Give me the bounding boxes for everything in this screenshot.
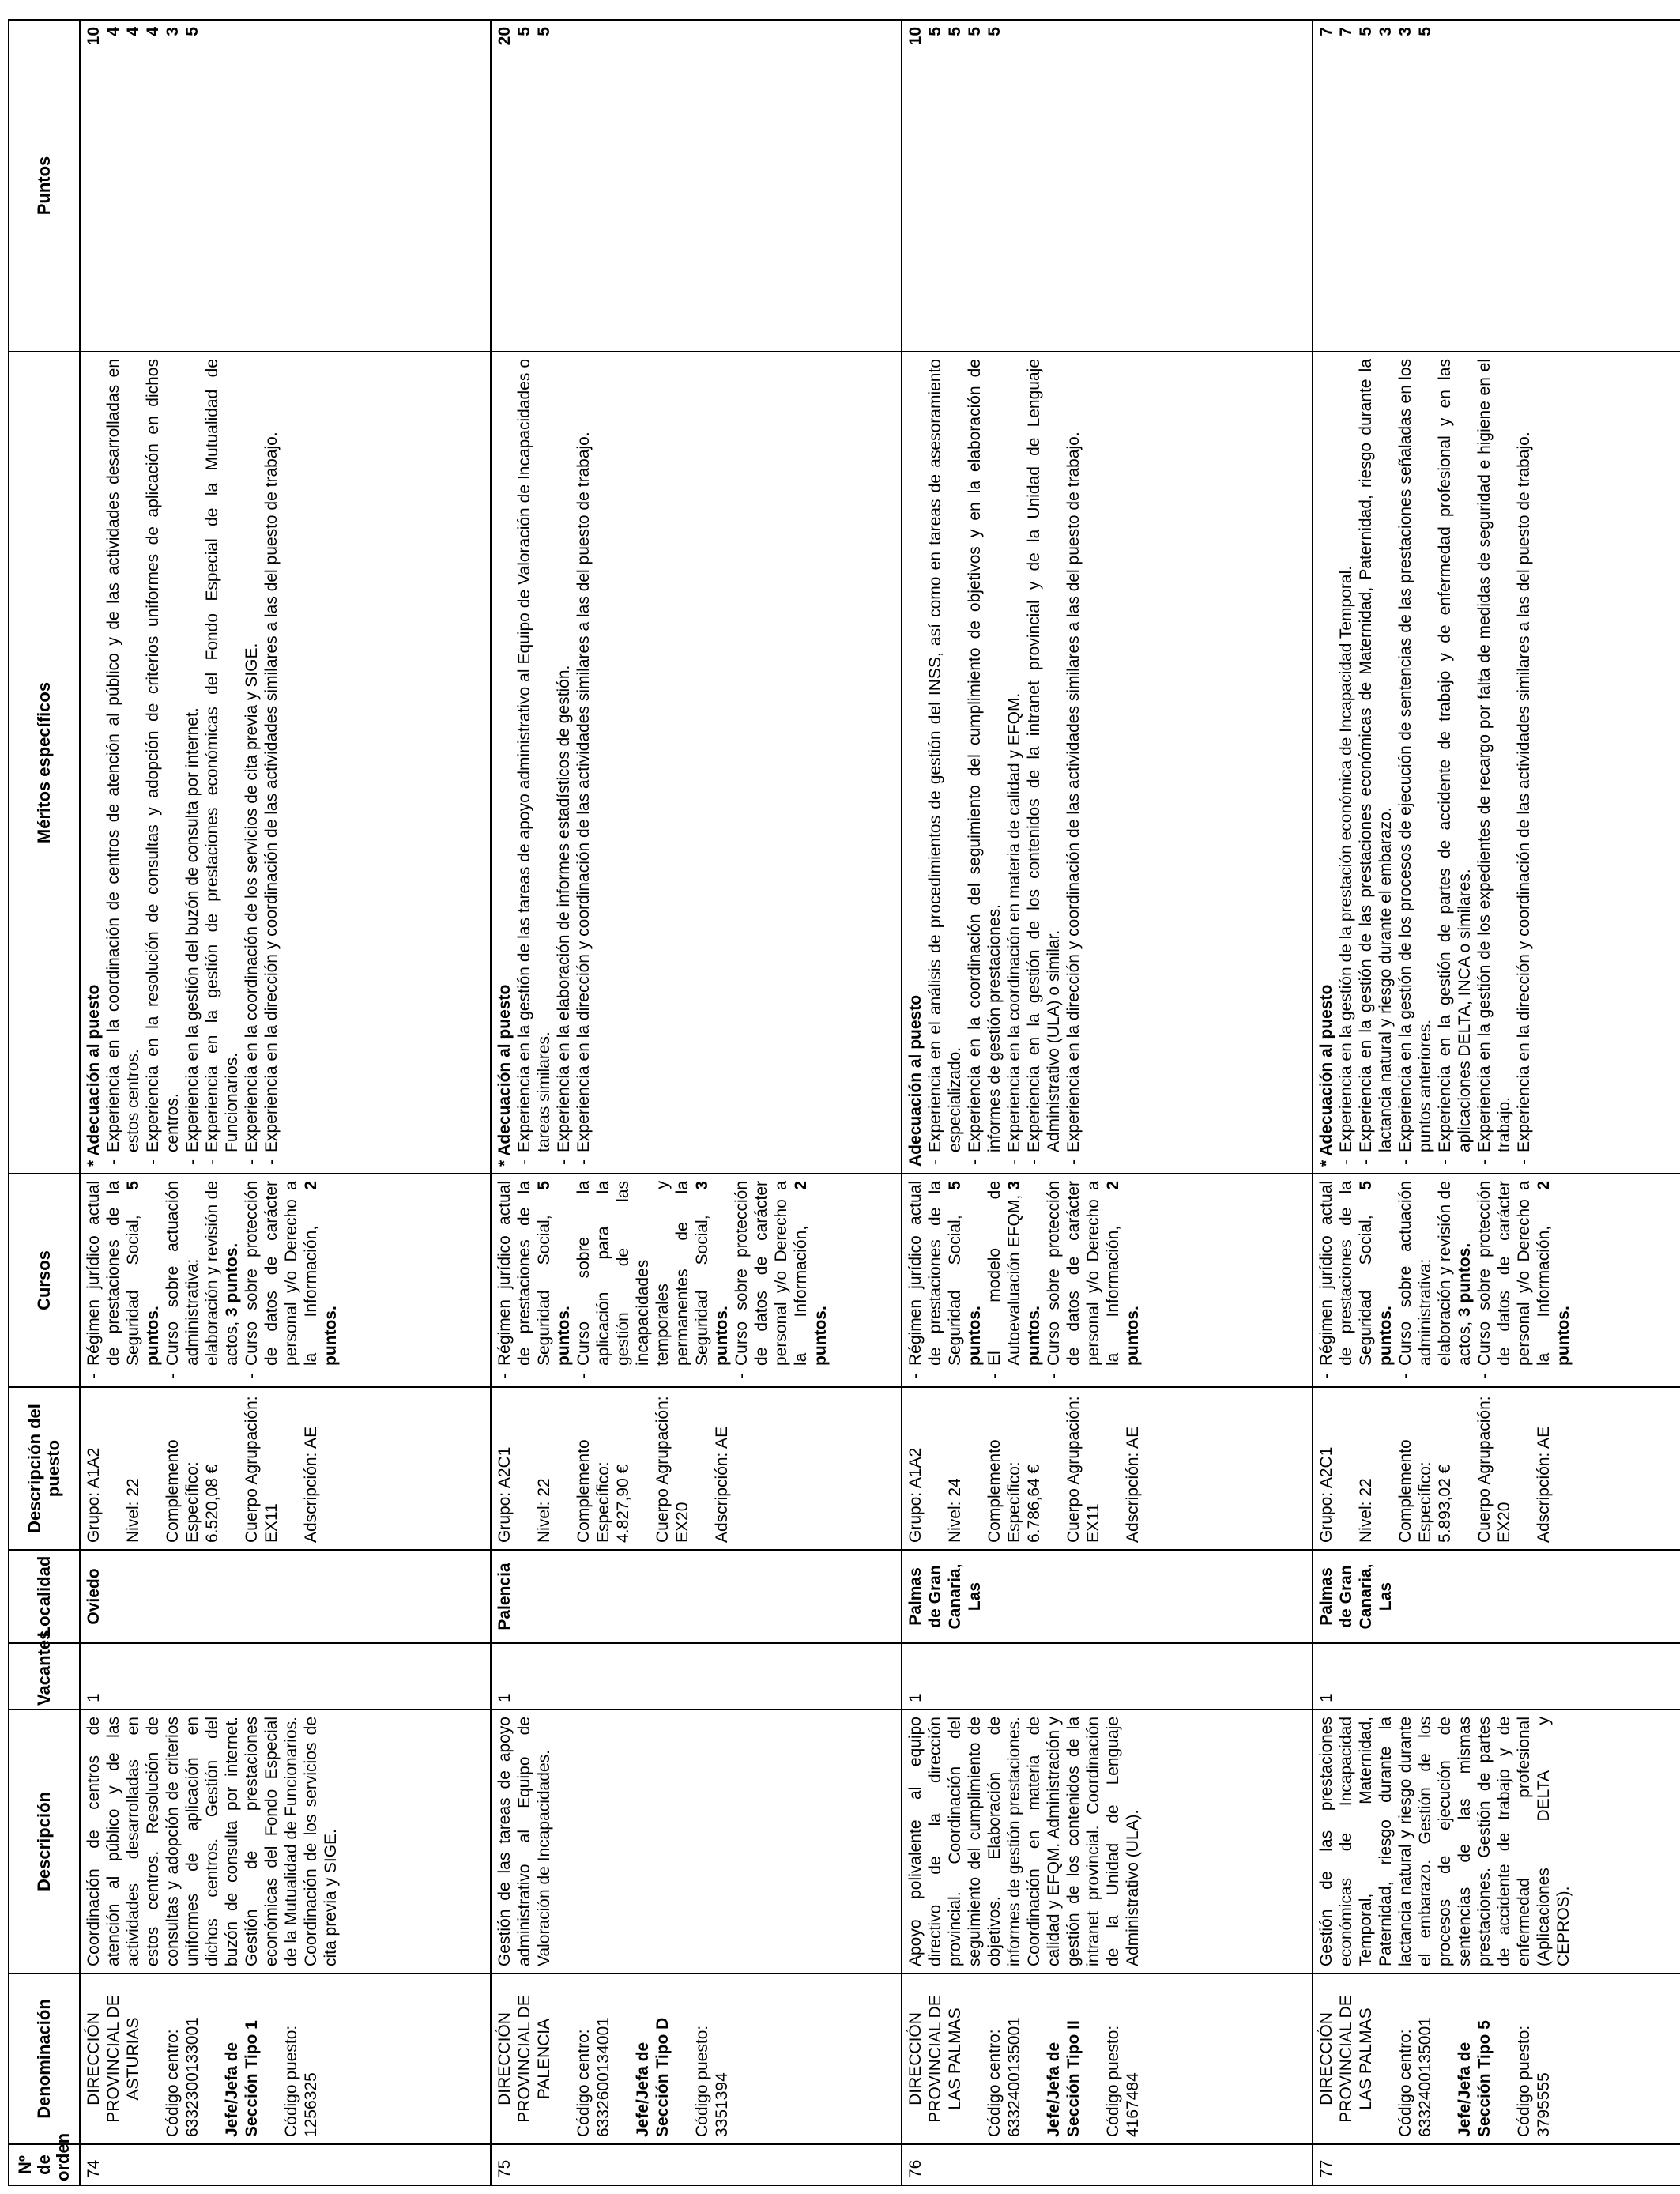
curso-item	[1317, 1181, 1396, 1380]
merito-item: - Experiencia en la gestión de las tareas de apoyo administrativo al Equipo de Valoración de Incapacidades o tareas similares.	[514, 359, 554, 1167]
codigo-centro: Código centro: 6332600134001	[574, 2017, 612, 2137]
codigo-puesto: Código puesto: 3795555	[1515, 2025, 1553, 2137]
plazas-table	[8, 19, 1680, 2186]
curso-item	[1044, 1181, 1143, 1380]
cursos-list	[84, 1181, 341, 1380]
curso-puntos: 5 puntos.	[1357, 1181, 1395, 1366]
merito-item: - Experiencia en el análisis de procedimientos de gestión del INSS, así como en tareas de asesoramiento especializado.	[925, 359, 965, 1167]
complemento-especifico: Complemento Específico: 6.520,08 €	[164, 1439, 221, 1543]
merito-item: - Experiencia en la dirección y coordinación de las actividades similares a las del puesto de trabajo.	[262, 359, 281, 1167]
merito-item: - Experiencia en la dirección y coordinación de las actividades similares a las del puesto de trabajo.	[574, 359, 593, 1167]
puntos-value: 5	[535, 27, 553, 36]
denominacion-title: DIRECCIÓN PROVINCIAL DE PALENCIA	[495, 1995, 553, 2123]
puntos-value: 4	[144, 27, 162, 36]
denominacion-title: DIRECCIÓN PROVINCIAL DE LAS PALMAS	[1317, 1995, 1375, 2123]
complemento-especifico: Complemento Específico: 6.786,64 €	[985, 1439, 1043, 1543]
merito-item: - Experiencia en la gestión de los procesos de ejecución de sentencias de las prestaciones señaladas en los puntos anteriores.	[1396, 359, 1435, 1167]
cuerpo-agrupacion: Cuerpo Agrupación: EX11	[1064, 1396, 1102, 1543]
denominacion-title: DIRECCIÓN PROVINCIAL DE LAS PALMAS	[906, 1995, 964, 2123]
denominacion-cell	[80, 1973, 491, 2144]
localidad-name: Oviedo	[85, 1568, 103, 1625]
curso-item	[1396, 1181, 1475, 1380]
codigo-puesto: Código puesto: 4167484	[1104, 2025, 1142, 2137]
cuerpo-agrupacion: Cuerpo Agrupación: EX11	[243, 1396, 281, 1543]
merito-item: - Experiencia en la dirección y coordinación de las actividades similares a las del puesto de trabajo.	[1514, 359, 1534, 1167]
nivel: Nivel: 22	[1357, 1478, 1375, 1543]
descripcion-puesto-cell	[491, 1387, 902, 1550]
curso-text: Curso sobre protección de datos de carácter personal y/o Derecho a la Información,	[733, 1181, 810, 1366]
descripcion-text: Gestión de las tareas de apoyo administrativo al Equipo de Valoración de Incapacidades.	[495, 1717, 553, 1966]
grupo: Grupo: A2C1	[1317, 1446, 1335, 1543]
curso-item	[495, 1181, 574, 1380]
vacantes-cell	[80, 1643, 491, 1710]
curso-puntos: 2 puntos.	[792, 1181, 830, 1366]
header-cursos: Cursos	[9, 1174, 80, 1387]
curso-puntos: 3 puntos.	[693, 1181, 731, 1366]
meritos-list	[514, 359, 593, 1167]
header-denominacion: Denominación	[9, 1973, 80, 2144]
puntos-value: 10	[85, 27, 103, 46]
descripcion-cell	[902, 1710, 1313, 1973]
puesto-name: Jefe/Jefa de Sección Tipo D	[634, 2017, 672, 2137]
curso-item	[1475, 1181, 1573, 1380]
curso-puntos: 5 puntos.	[535, 1181, 573, 1366]
curso-puntos: 3 puntos.	[1005, 1181, 1043, 1366]
orden-number: 75	[495, 2159, 514, 2178]
merito-item: - Experiencia en la gestión de los contenidos de la intranet provincial y de la Unidad de Lenguaje Administrativo (ULA) o similar.	[1024, 359, 1064, 1167]
curso-item	[84, 1181, 163, 1380]
puesto-name: Jefe/Jefa de Sección Tipo 5	[1456, 2020, 1494, 2137]
merito-item: - Experiencia en la resolución de consultas y adopción de criterios uniformes de aplicación en dichos centros.	[143, 359, 183, 1167]
puntos-value: 5	[183, 27, 202, 36]
cursos-list	[495, 1181, 831, 1380]
puntos-cell	[491, 20, 902, 352]
curso-text: Curso sobre protección de datos de carácter personal y/o Derecho a la Información,	[1475, 1181, 1553, 1366]
cursos-cell	[491, 1174, 902, 1387]
curso-text: Curso sobre la aplicación para la gestión de las incapacidades temporales y permanentes de la Seguridad Social,	[574, 1181, 711, 1366]
codigo-puesto: Código puesto: 3351394	[693, 2025, 731, 2137]
cursos-cell	[902, 1174, 1313, 1387]
merito-item: - Experiencia en la coordinación de los servicios de cita previa y SIGE.	[242, 359, 262, 1167]
merito-item: - Experiencia en la gestión de los expedientes de recargo por falta de medidas de seguridad e higiene en el trabajo.	[1475, 359, 1514, 1167]
header-orden: Nº de orden	[9, 2144, 80, 2185]
denominacion-cell	[1313, 1973, 1680, 2144]
puntos-value: 10	[906, 27, 925, 46]
orden-cell	[902, 2144, 1313, 2185]
puntos-value: 5	[1416, 27, 1434, 36]
curso-puntos: 2 puntos.	[302, 1181, 340, 1366]
puntos-cell	[80, 20, 491, 352]
meritos-list	[1336, 359, 1534, 1167]
descripcion-cell	[491, 1710, 902, 1973]
puesto-name: Jefe/Jefa de Sección Tipo 1	[223, 2020, 261, 2137]
codigo-centro: Código centro: 6332400135001	[1396, 2017, 1434, 2137]
descripcion-puesto-cell	[80, 1387, 491, 1550]
curso-puntos: 5 puntos.	[124, 1181, 162, 1366]
meritos-title: * Adecuación al puesto	[1317, 984, 1335, 1167]
curso-item	[906, 1181, 985, 1380]
table-body	[80, 20, 1680, 2185]
header-meritos: Méritos específicos	[9, 352, 80, 1174]
puntos-value: 3	[1396, 27, 1414, 36]
merito-item: - Experiencia en la dirección y coordinación de las actividades similares a las del puesto de trabajo.	[1064, 359, 1083, 1167]
puesto-name: Jefe/Jefa de Sección Tipo II	[1045, 2020, 1083, 2137]
puntos-value: 20	[495, 27, 514, 46]
curso-text: Régimen jurídico actual de prestaciones de la Seguridad Social,	[85, 1181, 142, 1366]
vacantes-count: 1	[85, 1693, 103, 1702]
cursos-list	[1317, 1181, 1573, 1380]
meritos-cell	[902, 352, 1313, 1174]
vacantes-cell	[1313, 1643, 1680, 1710]
codigo-centro: Código centro: 6332300133001	[164, 2017, 202, 2137]
adscripcion: Adscripción: AE	[1124, 1426, 1142, 1543]
curso-text: Régimen jurídico actual de prestaciones de la Seguridad Social,	[906, 1181, 964, 1366]
header-localidad: Localidad	[9, 1550, 80, 1643]
grupo: Grupo: A1A2	[906, 1447, 925, 1543]
orden-number: 76	[906, 2159, 925, 2178]
orden-cell	[491, 2144, 902, 2185]
localidad-cell	[491, 1550, 902, 1643]
curso-item	[732, 1181, 831, 1380]
descripcion-text: Gestión de las prestaciones económicas de Incapacidad Temporal, Maternidad, Paternidad, riesgo durante la lactancia natural y riesgo durante el embarazo. Gestión de los procesos de ejecución de sentencias de las mismas prestaciones. Gestión de partes de accidente de trabajo y de enfermedad profesional (Aplicaciones DELTA y CEPROS).	[1317, 1717, 1573, 1966]
merito-item: - Experiencia en la coordinación en materia de calidad y EFQM.	[1004, 359, 1024, 1167]
denominacion-title: DIRECCIÓN PROVINCIAL DE ASTURIAS	[85, 1995, 142, 2123]
localidad-name: Palencia	[495, 1563, 514, 1630]
codigo-centro: Código centro: 6332400135001	[985, 2017, 1023, 2137]
curso-text: Curso sobre actuación administrativa: elaboración y revisión de actos,	[1396, 1181, 1474, 1366]
cursos-list	[906, 1181, 1143, 1380]
curso-puntos: 2 puntos.	[1104, 1181, 1142, 1366]
meritos-title: * Adecuación al puesto	[495, 984, 514, 1167]
orden-cell	[80, 2144, 491, 2185]
curso-text: Curso sobre protección de datos de carácter personal y/o Derecho a la Información,	[1045, 1181, 1122, 1366]
localidad-name: Palmas de Gran Canaria, Las	[906, 1563, 984, 1630]
table-row	[491, 20, 902, 2185]
complemento-especifico: Complemento Específico: 5.893,02 €	[1396, 1439, 1454, 1543]
curso-item	[163, 1181, 242, 1380]
vacantes-count: 1	[1317, 1693, 1335, 1702]
nivel: Nivel: 22	[124, 1478, 142, 1543]
orden-number: 74	[85, 2159, 103, 2178]
merito-item: - Experiencia en la gestión de las prestaciones económicas de Maternidad, Paternidad, riesgo durante la lactancia natural y riesgo durante el embarazo.	[1356, 359, 1396, 1167]
denominacion-cell	[902, 1973, 1313, 2144]
curso-puntos: 2 puntos.	[1535, 1181, 1573, 1366]
meritos-title: Adecuación al puesto	[906, 994, 925, 1167]
meritos-cell	[491, 352, 902, 1174]
puntos-value: 7	[1337, 27, 1355, 36]
vacantes-cell	[491, 1643, 902, 1710]
header-row	[9, 20, 80, 2185]
localidad-cell	[1313, 1550, 1680, 1643]
puntos-value: 5	[926, 27, 944, 36]
curso-item	[242, 1181, 341, 1380]
adscripcion: Adscripción: AE	[302, 1426, 320, 1543]
cursos-cell	[1313, 1174, 1680, 1387]
descripcion-puesto-cell	[902, 1387, 1313, 1550]
cuerpo-agrupacion: Cuerpo Agrupación: EX20	[654, 1396, 691, 1543]
descripcion-text: Apoyo polivalente al equipo directivo de la dirección provincial. Coordinación del seguimiento del cumplimiento de objetivos. Elaboración de informes de gestión prestaciones. Coordinación en materia de calidad y EFQM. Administración y gestión de los contenidos de la intranet provincial. Coordinación de la Unidad de Lenguaje Administrativo (ULA).	[906, 1717, 1142, 1966]
meritos-title: * Adecuación al puesto	[85, 984, 103, 1167]
merito-item: - Experiencia en la coordinación de centros de atención al público y de las actividades desarrolladas en estos centros.	[104, 359, 143, 1167]
puntos-value: 3	[164, 27, 182, 36]
curso-item	[574, 1181, 732, 1380]
curso-text: Curso sobre actuación administrativa: elaboración y revisión de actos,	[164, 1181, 241, 1366]
curso-text: El modelo de Autoevaluación EFQM,	[985, 1181, 1023, 1366]
meritos-list	[104, 359, 281, 1167]
puntos-cell	[1313, 20, 1680, 352]
merito-item: - Experiencia en la gestión de la prestación económica de Incapacidad Temporal.	[1336, 359, 1356, 1167]
curso-puntos: 5 puntos.	[946, 1181, 984, 1366]
descripcion-text: Coordinación de centros de atención al público y de las actividades desarrolladas en estos centros. Resolución de consultas y adopción de criterios uniformes de aplicación en dichos centros. Gestión del buzón de consulta por internet. Gestión de prestaciones económicas del Fondo Especial de la Mutualidad de Funcionarios. Coordinación de los servicios de cita previa y SIGE.	[85, 1717, 340, 1966]
merito-item: - Experiencia en la coordinación del seguimiento del cumplimiento de objetivos y en la elaboración de informes de gestión prestaciones.	[965, 359, 1004, 1167]
curso-text: Régimen jurídico actual de prestaciones de la Seguridad Social,	[495, 1181, 553, 1366]
grupo: Grupo: A1A2	[85, 1447, 103, 1543]
localidad-cell	[902, 1550, 1313, 1643]
puntos-value: 5	[946, 27, 964, 36]
puntos-value: 5	[515, 27, 533, 36]
descripcion-puesto-cell	[1313, 1387, 1680, 1550]
puntos-value: 5	[966, 27, 984, 36]
curso-text: Curso sobre protección de datos de carácter personal y/o Derecho a la Información,	[243, 1181, 320, 1366]
nivel: Nivel: 24	[946, 1478, 964, 1543]
vacantes-count: 1	[495, 1693, 514, 1702]
header-puntos: Puntos	[9, 20, 80, 352]
curso-text: Régimen jurídico actual de prestaciones de la Seguridad Social,	[1317, 1181, 1375, 1366]
header-descripcion: Descripción	[9, 1710, 80, 1973]
meritos-cell	[80, 352, 491, 1174]
merito-item: - Experiencia en la elaboración de informes estadísticos de gestión.	[554, 359, 574, 1167]
merito-item: - Experiencia en la gestión del buzón de consulta por internet.	[183, 359, 202, 1167]
codigo-puesto: Código puesto: 1256325	[282, 2025, 320, 2137]
vacantes-count: 1	[906, 1693, 925, 1702]
puntos-value: 4	[124, 27, 142, 36]
curso-puntos: 3 puntos.	[1456, 1242, 1474, 1318]
puntos-value: 7	[1317, 27, 1335, 36]
puntos-value: 3	[1377, 27, 1395, 36]
header-descripcion-puesto: Descripción del puesto	[9, 1387, 80, 1550]
puntos-cell	[902, 20, 1313, 352]
header-vacantes: Vacantes	[9, 1643, 80, 1710]
orden-number: 77	[1317, 2159, 1335, 2178]
descripcion-cell	[1313, 1710, 1680, 1973]
table-row	[1313, 20, 1680, 2185]
curso-item	[985, 1181, 1044, 1380]
table-row	[80, 20, 491, 2185]
adscripcion: Adscripción: AE	[713, 1426, 731, 1543]
vacantes-cell	[902, 1643, 1313, 1710]
merito-item: - Experiencia en la gestión de prestaciones económicas del Fondo Especial de la Mutualidad de Funcionarios.	[202, 359, 242, 1167]
denominacion-cell	[491, 1973, 902, 2144]
cuerpo-agrupacion: Cuerpo Agrupación: EX20	[1475, 1396, 1513, 1543]
adscripcion: Adscripción: AE	[1535, 1426, 1553, 1543]
meritos-cell	[1313, 352, 1680, 1174]
curso-puntos: 3 puntos.	[223, 1242, 241, 1318]
table-row	[902, 20, 1313, 2185]
cursos-cell	[80, 1174, 491, 1387]
merito-item: - Experiencia en la gestión de partes de accidente de trabajo y de enfermedad profesional y en las aplicaciones DELTA, INCA o similares.	[1435, 359, 1475, 1167]
grupo: Grupo: A2C1	[495, 1446, 514, 1543]
orden-cell	[1313, 2144, 1680, 2185]
complemento-especifico: Complemento Específico: 4.827,90 €	[574, 1439, 632, 1543]
localidad-name: Palmas de Gran Canaria, Las	[1317, 1563, 1395, 1630]
descripcion-cell	[80, 1710, 491, 1973]
nivel: Nivel: 22	[535, 1478, 553, 1543]
localidad-cell	[80, 1550, 491, 1643]
meritos-list	[925, 359, 1083, 1167]
puntos-value: 4	[104, 27, 122, 36]
puntos-value: 5	[1357, 27, 1375, 36]
puntos-value: 5	[985, 27, 1004, 36]
